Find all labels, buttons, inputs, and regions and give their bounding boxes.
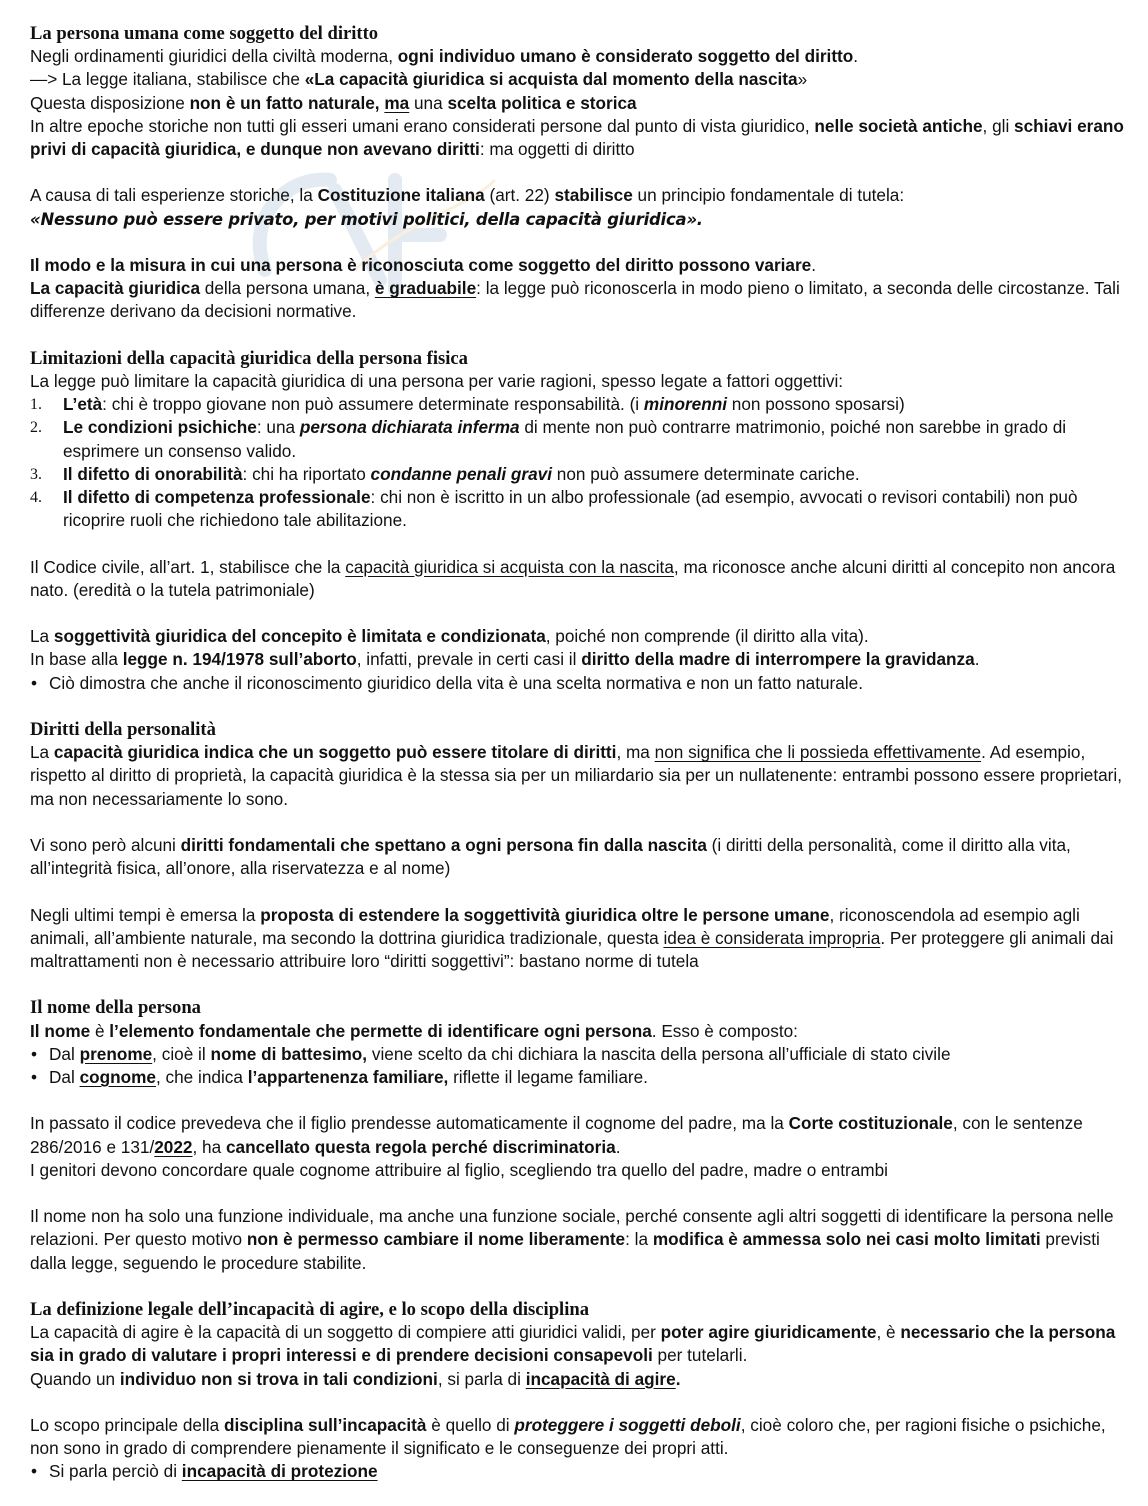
section-title-limitazioni: Limitazioni della capacità giuridica della persona fisica [30,347,468,369]
list-item: 2. Le condizioni psichiche: una persona dichiarata inferma di mente non può contrarre matrimonio, poiché non sarebbe in grado di esprimere un consenso valido. [30,417,1067,461]
paragraph: Il Codice civile, all’art. 1, stabilisce che la capacità giuridica si acquista con la nascita, ma riconosce anche alcuni diritti al concepito non ancora nato. (eredità o la tutela patrimoniale) [30,556,1116,600]
paragraph: La capacità giuridica della persona umana, è graduabile: la legge può riconoscerla in modo pieno o limitato, a seconda delle circostanze. Tali differenze derivano da decisioni normative. [30,278,1120,322]
section-title-diritti-personalita: Diritti della personalità [30,719,216,740]
bullet-list [30,1460,1128,1483]
list-item: 1. L’età: chi è troppo giovane non può assumere determinate responsabilità. (i minorenni non possono sposarsi) [30,394,905,415]
paragraph: A causa di tali esperienze storiche, la Costituzione italiana (art. 22) stabilisce un principio fondamentale di tutela: [30,185,905,206]
paragraph: —> La legge italiana, stabilisce che «La capacità giuridica si acquista dal momento della nascita» [30,69,808,90]
list-item: 3. Il difetto di onorabilità: chi ha riportato condanne penali gravi non può assumere determinate cariche. [30,463,860,484]
paragraph: Il modo e la misura in cui una persona è riconosciuta come soggetto del diritto possono variare. [30,255,817,275]
paragraph: Negli ultimi tempi è emersa la proposta di estendere la soggettività giuridica oltre le persone umane, riconoscendola ad esempio agli animali, all’ambiente naturale, ma secondo la dottrina giuridica tradizionale, questa idea è considerata impropria. Per proteggere gli animali dai maltrattamenti non è necessario attribuire loro “diritti soggettivi”: bastano norme di tutela [30,904,1114,971]
list-item: • Dal cognome, che indica l’appartenenza familiare, riflette il legame familiare. [31,1067,648,1087]
section-title-nome: Il nome della persona [30,997,201,1019]
limitations-list [30,393,1128,532]
paragraph: Lo scopo principale della disciplina sull’incapacità è quello di proteggere i soggetti deboli, cioè coloro che, per ragioni fisiche o psichiche, non sono in grado di comprendere pienamente il significato e le conseguenze dei propri atti. [30,1414,1106,1459]
paragraph: La soggettività giuridica del concepito è limitata e condizionata, poiché non comprende (il diritto alla vita). [30,626,869,647]
paragraph: In altre epoche storiche non tutti gli esseri umani erano considerati persone dal punto di vista giuridico, nelle società antiche, gli schiavi erano privi di capacità giuridica, e dunque non avevano diritti: ma oggetti di diritto [30,115,1124,160]
paragraph: La legge può limitare la capacità giuridica di una persona per varie ragioni, spesso legate a fattori oggettivi: [30,371,844,391]
paragraph: I genitori devono concordare quale cognome attribuire al figlio, scegliendo tra quello del padre, madre o entrambi [30,1159,888,1180]
bullet-list [30,672,1128,695]
list-item: • Dal prenome, cioè il nome di battesimo, viene scelto da chi dichiara la nascita della persona all’ufficiale di stato civile [31,1043,951,1064]
paragraph: Negli ordinamenti giuridici della civiltà moderna, ogni individuo umano è considerato soggetto del diritto. [30,46,859,67]
paragraph: La capacità giuridica indica che un soggetto può essere titolare di diritti, ma non significa che li possieda effettivamente. Ad esempio, rispetto al diritto di proprietà, la capacità giuridica è la stessa sia per un miliardario sia per un nullatenente: entrambi possono essere proprietari, ma non necessariamente lo sono. [30,742,1122,809]
constitution-quote: «Nessuno può essere privato, per motivi politici, della capacità giuridica». [30,209,703,229]
list-item: 4. Il difetto di competenza professionale: chi non è iscritto in un albo professionale (ad esempio, avvocati o revisori contabili) non può ricoprire ruoli che richiedono tale abilitazione. [30,487,1078,531]
section-title-incapacita: La definizione legale dell’incapacità di agire, e lo scopo della disciplina [30,1298,590,1320]
paragraph: Quando un individuo non si trova in tali condizioni, si parla di incapacità di agire. [30,1368,681,1389]
paragraph: Vi sono però alcuni diritti fondamentali che spettano a ogni persona fin dalla nascita (i diritti della personalità, come il diritto alla vita, all’integrità fisica, all’onore, alla riservatezza e al nome) [30,835,1071,879]
list-item: • Ciò dimostra che anche il riconoscimento giuridico della vita è una scelta normativa e non un fatto naturale. [31,672,863,693]
paragraph: La capacità di agire è la capacità di un soggetto di compiere atti giuridici validi, per poter agire giuridicamente, è necessario che la persona sia in grado di valutare i propri interessi e di prendere decisioni consapevoli per tutelarli. [30,1322,1116,1366]
paragraph: Il nome è l’elemento fondamentale che permette di identificare ogni persona. Esso è composto: [30,1020,798,1041]
section-title-persona-umana: La persona umana come soggetto del diritto [30,23,379,44]
paragraph: Questa disposizione non è un fatto naturale, ma una scelta politica e storica [30,92,637,113]
paragraph: In passato il codice prevedeva che il figlio prendesse automaticamente il cognome del padre, ma la Corte costituzionale, con le sentenze 286/2016 e 131/2022, ha cancellato questa regola perché discriminatoria. [30,1113,1083,1157]
paragraph: In base alla legge n. 194/1978 sull’aborto, infatti, prevale in certi casi il diritto della madre di interrompere la gravidanza. [30,649,980,670]
paragraph: Il nome non ha solo una funzione individuale, ma anche una funzione sociale, perché consente agli altri soggetti di identificare la persona nelle relazioni. Per questo motivo non è permesso cambiare il nome liberamente: la modifica è ammessa solo nei casi molto limitati previsti dalla legge, seguendo le procedure stabilite. [30,1206,1114,1273]
bullet-list [30,1043,1128,1089]
list-item: • Si parla perciò di incapacità di protezione [31,1461,378,1482]
document-page [30,22,1128,1484]
